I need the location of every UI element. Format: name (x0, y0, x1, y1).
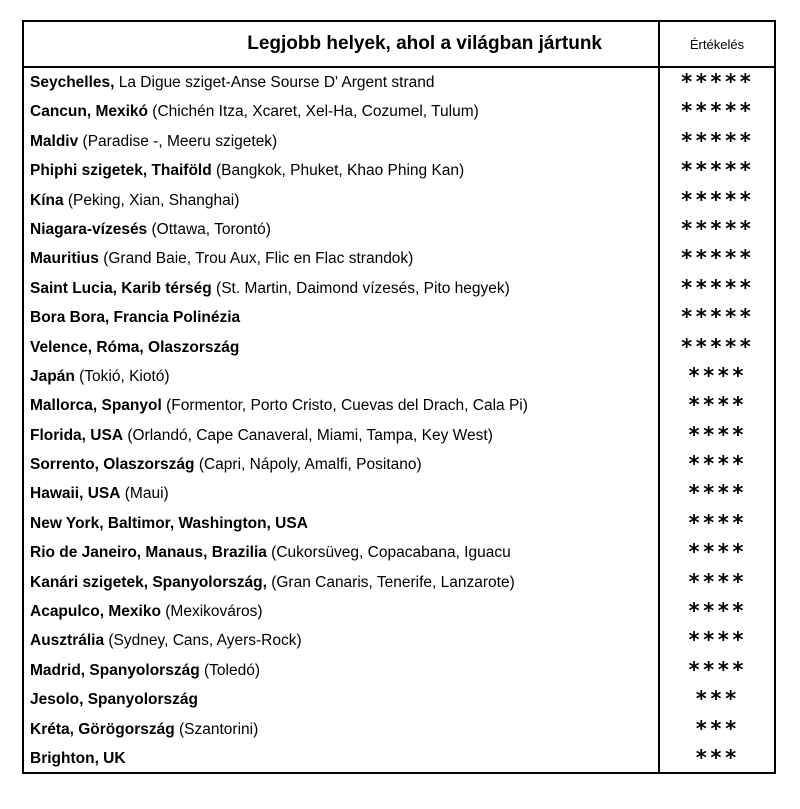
rating-stars: *** (695, 716, 739, 741)
place-details: (Mexikováros) (160, 603, 263, 621)
place-name: Sorrento, Olaszország (30, 456, 195, 474)
rating-stars: **** (687, 363, 747, 388)
place-cell (30, 568, 654, 597)
place-name: Ausztrália (30, 632, 105, 650)
places-table (22, 20, 776, 774)
rating-stars: **** (687, 657, 747, 682)
place-details: (Ottawa, Torontó) (147, 220, 271, 238)
place-name: Florida, USA (30, 426, 124, 444)
place-name: Velence, Róma, Olaszország (30, 338, 240, 356)
place-name: Acapulco, Mexiko (30, 603, 161, 621)
place-cell (30, 244, 654, 273)
place-cell (30, 656, 654, 685)
table-body (24, 68, 774, 773)
table-row (24, 244, 774, 273)
rating-stars: **** (687, 599, 747, 624)
place-name: Maldiv (30, 132, 79, 150)
place-details: (Grand Baie, Trou Aux, Flic en Flac strandok) (98, 250, 414, 268)
place-details: (Capri, Nápoly, Amalfi, Positano) (194, 456, 422, 474)
rating-stars: ***** (680, 216, 754, 241)
place-cell (30, 744, 654, 773)
rating-stars: **** (687, 540, 747, 565)
place-details: (Szantorini) (174, 720, 259, 738)
table-row (24, 127, 774, 156)
rating-stars: **** (687, 393, 747, 418)
rating-stars: *** (695, 687, 739, 712)
rating-stars: ***** (680, 305, 754, 330)
place-name: Japán (30, 367, 75, 385)
rating-stars: **** (687, 481, 747, 506)
table-row (24, 333, 774, 362)
place-name: Kanári szigetek, Spanyolország, (30, 573, 267, 591)
table-row (24, 450, 774, 479)
place-details: (Orlandó, Cape Canaveral, Miami, Tampa, Key West) (123, 426, 493, 444)
rating-stars: **** (687, 452, 747, 477)
table-row (24, 744, 774, 773)
table-row (24, 97, 774, 126)
place-cell (30, 274, 654, 303)
rating-stars: **** (687, 569, 747, 594)
place-cell (30, 450, 654, 479)
place-name: Hawaii, USA (30, 485, 121, 503)
place-cell (30, 303, 654, 332)
table-row (24, 186, 774, 215)
rating-stars: **** (687, 628, 747, 653)
place-name: New York, Baltimor, Washington, USA (30, 514, 308, 532)
rating-stars: ***** (680, 70, 754, 94)
place-name: Seychelles, (30, 74, 115, 91)
place-details: (Tokió, Kiotó) (74, 367, 170, 385)
place-name: Cancun, Mexikó (30, 103, 148, 121)
place-details: (Formentor, Porto Cristo, Cuevas del Drach, Cala Pi) (161, 397, 528, 415)
place-cell (30, 479, 654, 508)
place-name: Kína (30, 191, 64, 209)
place-cell (30, 156, 654, 185)
place-name: Madrid, Spanyolország (30, 661, 200, 679)
table-row (24, 509, 774, 538)
rating-stars: ***** (680, 246, 754, 271)
place-cell (30, 715, 654, 744)
place-name: Mauritius (30, 250, 99, 268)
table-row (24, 362, 774, 391)
table-row (24, 715, 774, 744)
place-details: (St. Martin, Daimond vízesés, Pito hegyek) (211, 279, 510, 297)
rating-stars: ***** (680, 275, 754, 300)
place-cell (30, 538, 654, 567)
rating-column-header: Értékelés (689, 36, 745, 52)
table-row (24, 656, 774, 685)
rating-stars: **** (687, 510, 747, 535)
rating-stars: ***** (680, 128, 754, 153)
place-name: Rio de Janeiro, Manaus, Brazilia (30, 544, 267, 562)
place-cell (30, 333, 654, 362)
place-details: (Sydney, Cans, Ayers-Rock) (104, 632, 302, 650)
table-row (24, 391, 774, 420)
place-cell (30, 186, 654, 215)
rating-stars: ***** (680, 158, 754, 183)
place-cell (30, 215, 654, 244)
table-row (24, 538, 774, 567)
place-name: Bora Bora, Francia Polinézia (30, 309, 241, 327)
table-row (24, 597, 774, 626)
place-details: (Peking, Xian, Shanghai) (63, 191, 240, 209)
table-row (24, 274, 774, 303)
table-row (24, 421, 774, 450)
place-details: (Chichén Itza, Xcaret, Xel-Ha, Cozumel, Tulum) (148, 103, 479, 121)
place-cell (30, 97, 654, 126)
rating-stars: *** (695, 745, 739, 770)
table-row (24, 303, 774, 332)
rating-stars: ***** (680, 99, 754, 124)
place-cell (30, 391, 654, 420)
rating-stars: ***** (680, 187, 754, 212)
place-cell (30, 127, 654, 156)
place-details: (Gran Canaris, Tenerife, Lanzarote) (266, 573, 515, 591)
place-name: Saint Lucia, Karib térség (30, 279, 212, 297)
place-name: Brighton, UK (30, 749, 126, 767)
table-row (24, 479, 774, 508)
place-cell (30, 685, 654, 714)
place-name: Niagara-vízesés (30, 220, 148, 238)
place-name: Phiphi szigetek, Thaiföld (30, 162, 212, 180)
place-cell (30, 68, 654, 97)
table-row (24, 626, 774, 655)
place-name: Jesolo, Spanyolország (30, 691, 198, 709)
table-title: Legjobb helyek, ahol a világban jártunk (247, 33, 602, 54)
place-details: La Digue sziget-Anse Sourse D' Argent strand (114, 74, 435, 91)
place-cell (30, 362, 654, 391)
place-cell (30, 597, 654, 626)
place-name: Kréta, Görögország (30, 720, 175, 738)
table-row (24, 156, 774, 185)
place-details: (Toledó) (199, 661, 260, 679)
rating-stars: ***** (680, 334, 754, 359)
table-row (24, 568, 774, 597)
rating-stars: **** (687, 422, 747, 447)
place-name: Mallorca, Spanyol (30, 397, 162, 415)
place-details: (Maui) (120, 485, 169, 503)
table-row (24, 68, 774, 97)
table-row (24, 685, 774, 714)
place-details: (Bangkok, Phuket, Khao Phing Kan) (211, 162, 465, 180)
place-cell (30, 509, 654, 538)
table-row (24, 215, 774, 244)
place-cell (30, 626, 654, 655)
place-details: (Cukorsüveg, Copacabana, Iguacu (266, 544, 511, 562)
place-details: (Paradise -, Meeru szigetek) (78, 132, 278, 150)
place-cell (30, 421, 654, 450)
